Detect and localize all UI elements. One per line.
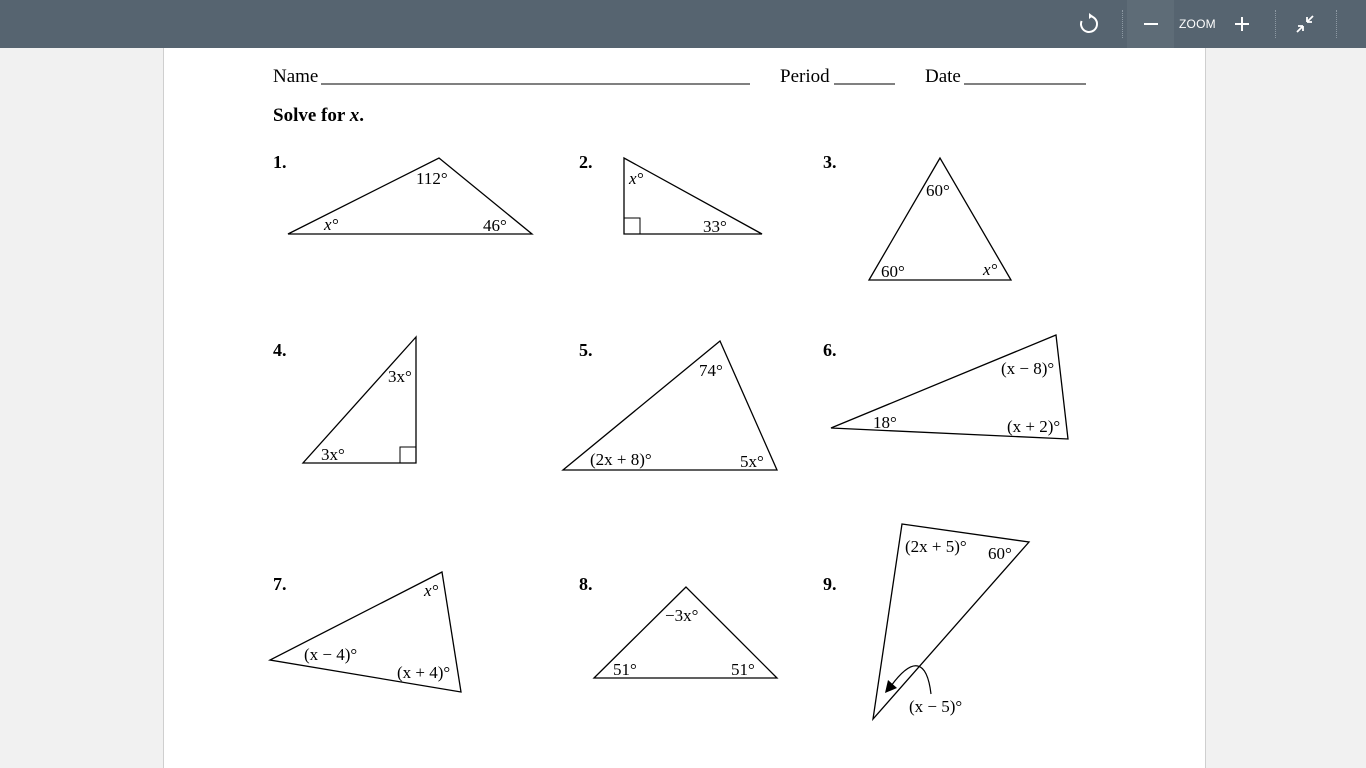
zoom-in-button[interactable] — [1219, 0, 1265, 48]
angle-label: 5x° — [740, 452, 764, 471]
angle-label: (x − 5)° — [909, 697, 963, 716]
angle-pointer-arrow — [891, 666, 931, 694]
toolbar-divider — [1336, 10, 1337, 38]
angle-label: 60° — [881, 262, 905, 281]
problem-number: 2. — [579, 152, 593, 172]
instructions: Solve for x. — [273, 105, 364, 126]
angle-label: 60° — [926, 181, 950, 200]
angle-label: 112° — [416, 169, 448, 188]
angle-label: x° — [629, 169, 644, 188]
angle-label: 46° — [483, 216, 507, 235]
problem-number: 5. — [579, 340, 593, 360]
zoom-label: ZOOM — [1179, 17, 1216, 31]
problem-9 — [823, 524, 1029, 719]
problem-5 — [563, 340, 777, 471]
triangle — [624, 158, 762, 234]
document-page — [163, 48, 1206, 768]
problem-number: 3. — [823, 152, 837, 172]
toolbar-divider — [1122, 10, 1123, 38]
angle-label: (x + 4)° — [397, 663, 451, 682]
angle-label: 18° — [873, 413, 897, 432]
angle-label: (x − 4)° — [304, 645, 358, 664]
toolbar-divider — [1275, 10, 1276, 38]
angle-label: (2x + 5)° — [905, 537, 967, 556]
angle-label: (x − 8)° — [1001, 359, 1055, 378]
problem-number: 6. — [823, 340, 837, 360]
angle-label: 51° — [613, 660, 637, 679]
problem-7 — [270, 572, 461, 692]
problem-number: 7. — [273, 574, 287, 594]
angle-label: 60° — [988, 544, 1012, 563]
problem-number: 8. — [579, 574, 593, 594]
problem-6 — [823, 335, 1068, 439]
exit-fullscreen-icon — [1295, 14, 1315, 34]
angle-label: 3x° — [388, 367, 412, 386]
triangle — [303, 337, 416, 463]
problem-number: 9. — [823, 574, 837, 594]
right-angle-marker — [400, 447, 416, 463]
angle-label: 74° — [699, 361, 723, 380]
problem-number: 4. — [273, 340, 287, 360]
problem-3 — [823, 152, 1011, 281]
zoom-in-icon — [1234, 16, 1250, 32]
exit-fullscreen-button[interactable] — [1282, 0, 1328, 48]
angle-label: x° — [324, 215, 339, 234]
problem-4 — [273, 337, 416, 464]
rotate-icon — [1078, 13, 1100, 35]
zoom-out-button[interactable] — [1127, 0, 1174, 48]
name-label: Name — [273, 66, 319, 87]
arrowhead-icon — [885, 680, 897, 693]
viewer-toolbar — [0, 0, 1366, 48]
problem-8 — [579, 574, 777, 679]
right-angle-marker — [624, 218, 640, 234]
zoom-out-icon — [1143, 16, 1159, 32]
angle-label: x° — [983, 260, 998, 279]
rotate-button[interactable] — [1066, 0, 1112, 48]
date-label: Date — [925, 66, 961, 87]
problem-1 — [273, 152, 532, 235]
problem-number: 1. — [273, 152, 287, 172]
angle-label: x° — [424, 581, 439, 600]
worksheet — [164, 48, 1205, 768]
angle-label: 3x° — [321, 445, 345, 464]
angle-label: 51° — [731, 660, 755, 679]
angle-label: (2x + 8)° — [590, 450, 652, 469]
angle-label: 33° — [703, 217, 727, 236]
angle-label: −3x° — [665, 606, 699, 625]
problem-2 — [579, 152, 762, 236]
period-label: Period — [780, 66, 830, 87]
angle-label: (x + 2)° — [1007, 417, 1061, 436]
